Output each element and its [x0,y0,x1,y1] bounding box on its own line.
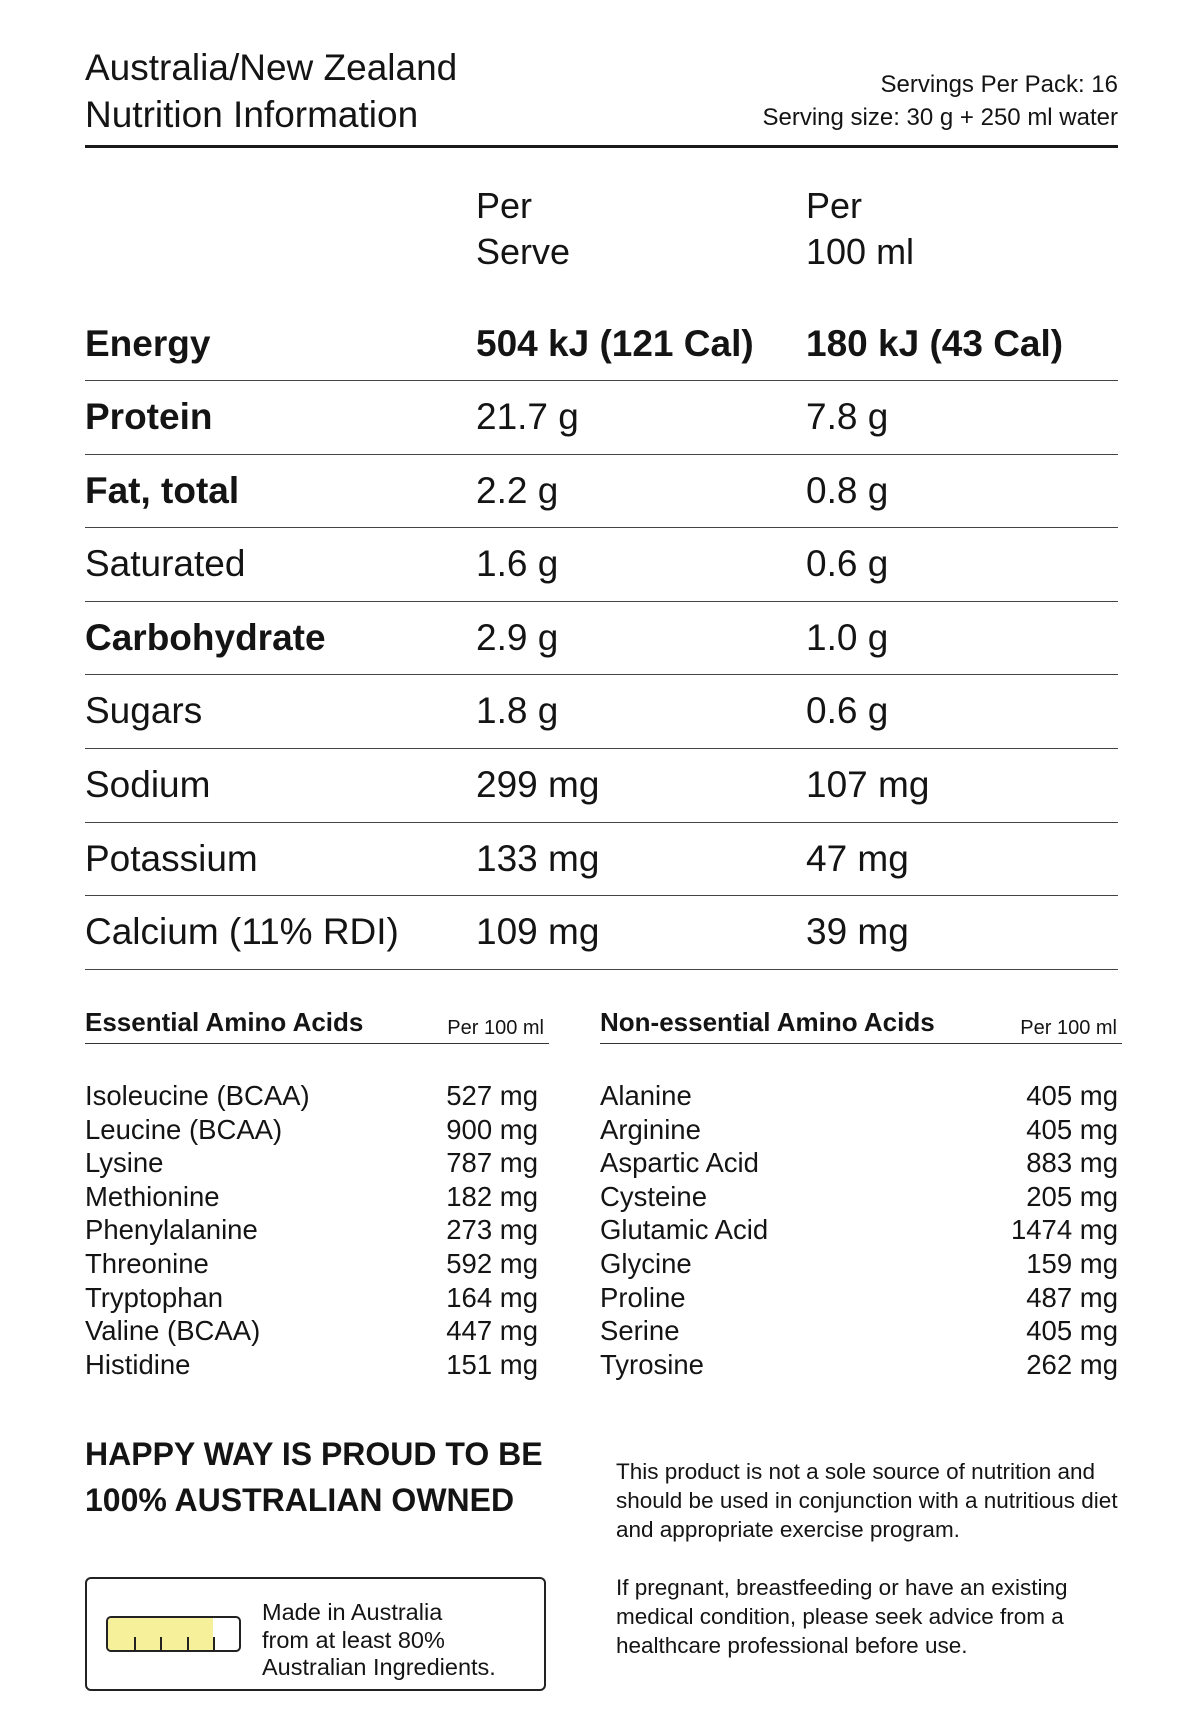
essential-per-label: Per 100 ml [447,1017,544,1039]
per-serve-value: 21.7 g [476,396,579,437]
column-header-per-serve [476,183,570,275]
per-serve-value: 1.6 g [476,543,559,585]
amino-value: 205 mg [1026,1180,1118,1212]
per-serve-value: 133 mg [476,837,600,879]
per-100ml-value: 1.0 g [806,616,889,658]
per-100ml-value: 107 mg [806,763,930,805]
amino-value: 447 mg [446,1315,538,1347]
amino-value: 151 mg [446,1348,538,1380]
ingredient-percentage-bar [106,1616,241,1652]
amino-name: Methionine [85,1180,220,1212]
amino-name: Proline [600,1281,686,1313]
amino-value: 159 mg [1026,1247,1118,1279]
list-item [85,1213,549,1247]
row-label: Protein [85,396,213,437]
amino-value: 405 mg [1026,1315,1118,1347]
amino-name: Phenylalanine [85,1214,258,1246]
serving-info [762,68,1118,134]
amino-name: Tyrosine [600,1348,704,1380]
proud-line-2: 100% AUSTRALIAN OWNED [85,1482,515,1518]
amino-name: Arginine [600,1113,701,1145]
row-label: Potassium [85,837,258,879]
nonessential-amino-acids [600,1007,1122,1381]
col2-line2: 100 ml [806,231,915,272]
per-100ml-value: 180 kJ (43 Cal) [806,323,1064,364]
col1-line2: Serve [476,231,571,272]
amino-name: Threonine [85,1247,209,1279]
list-item [600,1079,1122,1113]
disclaimer [616,1457,1136,1689]
amino-name: Glycine [600,1247,692,1279]
per-100ml-value: 39 mg [806,911,909,953]
per-100ml-value: 0.6 g [806,690,889,732]
amino-value: 527 mg [446,1080,538,1111]
per-100ml-value: 0.6 g [806,543,889,585]
row-label: Fat, total [85,469,240,511]
nutrition-table [85,308,1118,970]
made-in-australia-label [85,1577,546,1691]
table-row [85,455,1118,529]
row-label: Sodium [85,763,211,805]
amino-value: 900 mg [446,1113,538,1145]
row-label: Saturated [85,543,246,585]
list-item [600,1348,1122,1382]
amino-name: Alanine [600,1080,692,1111]
table-row [85,749,1118,823]
amino-name: Serine [600,1315,680,1347]
amino-name: Tryptophan [85,1281,224,1313]
per-serve-value: 2.2 g [476,469,559,511]
list-item [600,1113,1122,1147]
made-line-2: from at least 80% [262,1626,445,1653]
panel-title [85,44,457,138]
amino-name: Cysteine [600,1180,707,1212]
per-serve-value: 299 mg [476,763,600,805]
list-item [600,1281,1122,1315]
row-label: Calcium (11% RDI) [85,911,399,953]
amino-value: 405 mg [1026,1080,1118,1111]
amino-value: 182 mg [446,1180,538,1212]
per-100ml-value: 0.8 g [806,469,889,511]
amino-value: 787 mg [446,1147,538,1179]
list-item [600,1247,1122,1281]
col1-line1: Per [476,185,533,226]
amino-name: Aspartic Acid [600,1147,759,1179]
essential-heading-row [85,1007,549,1044]
table-row [85,381,1118,455]
col2-line1: Per [806,185,863,226]
per-100ml-value: 7.8 g [806,396,889,437]
list-item [85,1079,549,1113]
table-row [85,896,1118,970]
gauge-tick [134,1637,136,1650]
disclaimer-nutrition: This product is not a sole source of nutrition and should be used in conjunction with a nutritious diet and appropriate exercise program. [616,1459,1118,1542]
gauge-tick [213,1637,215,1650]
servings-per-pack: Servings Per Pack: 16 [880,71,1118,98]
header-divider [85,145,1118,148]
amino-name: Isoleucine (BCAA) [85,1080,310,1111]
serving-size: Serving size: 30 g + 250 ml water [762,104,1118,131]
made-line-1: Made in Australia [262,1599,443,1625]
title-line-2: Nutrition Information [85,94,419,135]
list-item [85,1281,549,1315]
nonessential-list [600,1079,1122,1381]
amino-value: 883 mg [1026,1147,1118,1179]
list-item [85,1146,549,1180]
per-100ml-value: 47 mg [806,837,909,879]
table-row [85,528,1118,602]
essential-list [85,1079,549,1381]
row-label: Carbohydrate [85,616,326,658]
nonessential-heading-row [600,1007,1122,1044]
list-item [85,1247,549,1281]
per-serve-value: 1.8 g [476,690,559,732]
amino-value: 592 mg [446,1247,538,1279]
amino-name: Glutamic Acid [600,1214,769,1246]
title-line-1: Australia/New Zealand [85,47,458,88]
amino-value: 273 mg [446,1214,538,1246]
row-label: Energy [85,323,211,364]
essential-amino-acids [85,1007,549,1381]
disclaimer-medical: If pregnant, breastfeeding or have an existing medical condition, please seek advice from a healthcare professional before use. [616,1575,1068,1658]
essential-heading: Essential Amino Acids [85,1007,364,1037]
per-serve-value: 109 mg [476,911,600,953]
per-serve-value: 2.9 g [476,616,559,658]
list-item [600,1180,1122,1214]
amino-value: 405 mg [1026,1113,1118,1145]
made-in-australia-text [262,1599,496,1682]
made-line-3: Australian Ingredients. [262,1654,496,1680]
amino-value: 164 mg [446,1281,538,1313]
gauge-tick [187,1637,189,1650]
gauge-tick [160,1637,162,1650]
table-row [85,308,1118,381]
column-header-per-100ml [806,183,914,275]
amino-name: Valine (BCAA) [85,1315,261,1347]
amino-name: Histidine [85,1348,191,1380]
table-row [85,602,1118,676]
nonessential-heading: Non-essential Amino Acids [600,1007,935,1037]
list-item [85,1314,549,1348]
table-row [85,823,1118,897]
amino-name: Lysine [85,1147,164,1179]
list-item [85,1113,549,1147]
nonessential-per-label: Per 100 ml [1020,1017,1117,1039]
list-item [600,1314,1122,1348]
amino-value: 487 mg [1026,1281,1118,1313]
list-item [600,1146,1122,1180]
list-item [85,1180,549,1214]
amino-value: 1474 mg [1010,1214,1118,1246]
table-row [85,675,1118,749]
per-serve-value: 504 kJ (121 Cal) [476,323,754,364]
list-item [85,1348,549,1382]
row-label: Sugars [85,690,203,732]
australian-owned-statement [85,1431,605,1523]
proud-line-1: HAPPY WAY IS PROUD TO BE [85,1436,543,1472]
list-item [600,1213,1122,1247]
amino-name: Leucine (BCAA) [85,1113,283,1145]
amino-value: 262 mg [1026,1348,1118,1380]
